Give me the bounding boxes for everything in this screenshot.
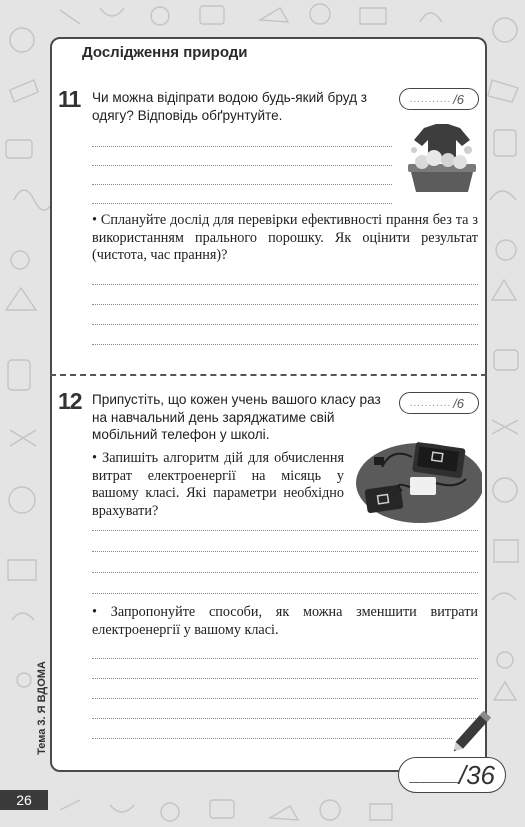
task-12-subtask-2-answer-lines[interactable] (92, 658, 478, 739)
task-11-score-max: /6 (453, 91, 464, 107)
task-11-subtask: • Сплануйте дослід для перевірки ефективності прання без та з використанням прального порошку. Як оцінити результат (чистота, час прання)? (92, 212, 478, 263)
task-11-answer-lines[interactable] (92, 146, 392, 204)
score-blank: _______ (409, 767, 457, 783)
task-12-score-field[interactable] (399, 392, 479, 414)
total-score-field[interactable] (398, 757, 506, 793)
task-11-number: 11 (58, 86, 81, 112)
total-score-max: /36 (458, 759, 495, 790)
task-12-number: 12 (58, 388, 82, 414)
page-title: Дослідження природи (82, 44, 248, 61)
task-12-question: Припустіть, що кожен учень вашого класу раз на навчальний день заряджатиме свій мобільний телефон у школі. (92, 392, 381, 442)
laundry-basin-illustration (402, 118, 482, 200)
task-11-score-field[interactable] (399, 88, 479, 110)
score-blank: ........... (409, 93, 452, 105)
task-12-score-max: /6 (453, 395, 464, 411)
page-number: 26 (0, 790, 48, 810)
task-11-subtask-answer-lines[interactable] (92, 284, 478, 364)
pencil-icon (446, 700, 502, 758)
side-tab (34, 650, 50, 770)
task-12-subtask-1: • Запишіть алгоритм дій для обчислення витрат електроенергії на місяць у вашому класі. Які параметри необхідно врахувати? (92, 450, 344, 519)
topic-label: Тема 3. Я ВДОМА (36, 661, 48, 755)
task-11-question: Чи можна відіпрати водою будь-який бруд з одягу? Відповідь обґрунтуйте. (92, 90, 368, 123)
phone-charging-illustration (352, 437, 482, 525)
task-12-subtask-1-answer-lines[interactable] (92, 530, 478, 594)
score-blank: ........... (409, 397, 452, 409)
task-divider (50, 374, 487, 376)
task-12-subtask-2: • Запропонуйте способи, як можна зменшити витрати електроенергії у вашому класі. (92, 604, 478, 638)
